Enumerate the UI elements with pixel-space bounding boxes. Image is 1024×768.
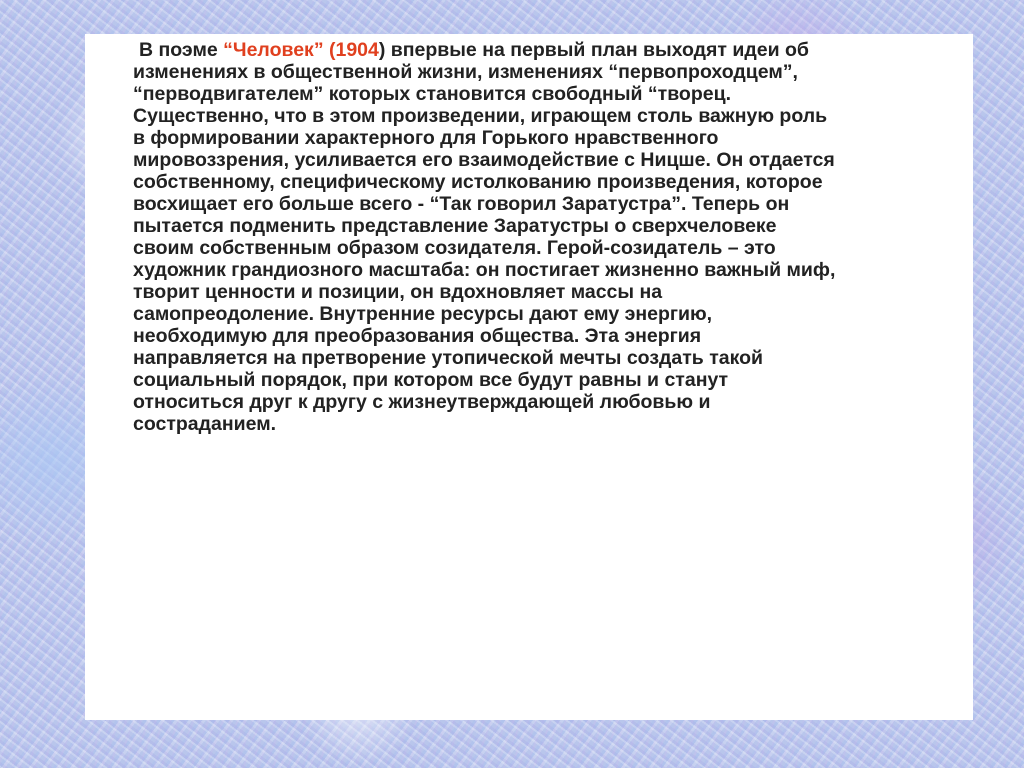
paragraph-body-text: ) впервые на первый план выходят идеи об изменениях в общественной жизни, изменениях “первопроходцем”, “перводвигателем” которых становится свободный “творец. Существенно, что в этом произведении, играющем столь важную роль в формировании характерного для Горького нравственного мировоззрения, усиливается его взаимодействие с Ницше. Он отдается собственному, специфическому истолкованию произведения, которое восхищает его больше всего - “Так говорил Заратустра”. Теперь он пытается подменить представление Заратустры о сверхчеловеке своим собственным образом созидателя. Герой-созидатель – это художник грандиозного масштаба: он постигает жизненно важный миф, творит ценности и позиции, он вдохновляет массы на самопреодоление. Внутренние ресурсы дают ему энергию, необходимую для преобразования общества. Эта энергия направляется на претворение утопической мечты создать такой социальный порядок, при котором все будут равны и станут относиться друг к другу с жизнеутверждающей любовью и состраданием. <box>133 39 836 435</box>
slide-paragraph <box>133 39 963 435</box>
poem-title-highlight: “Человек” (1904 <box>223 39 379 61</box>
slide-content-panel <box>85 34 973 720</box>
paragraph-intro-text: В поэме <box>139 39 224 61</box>
